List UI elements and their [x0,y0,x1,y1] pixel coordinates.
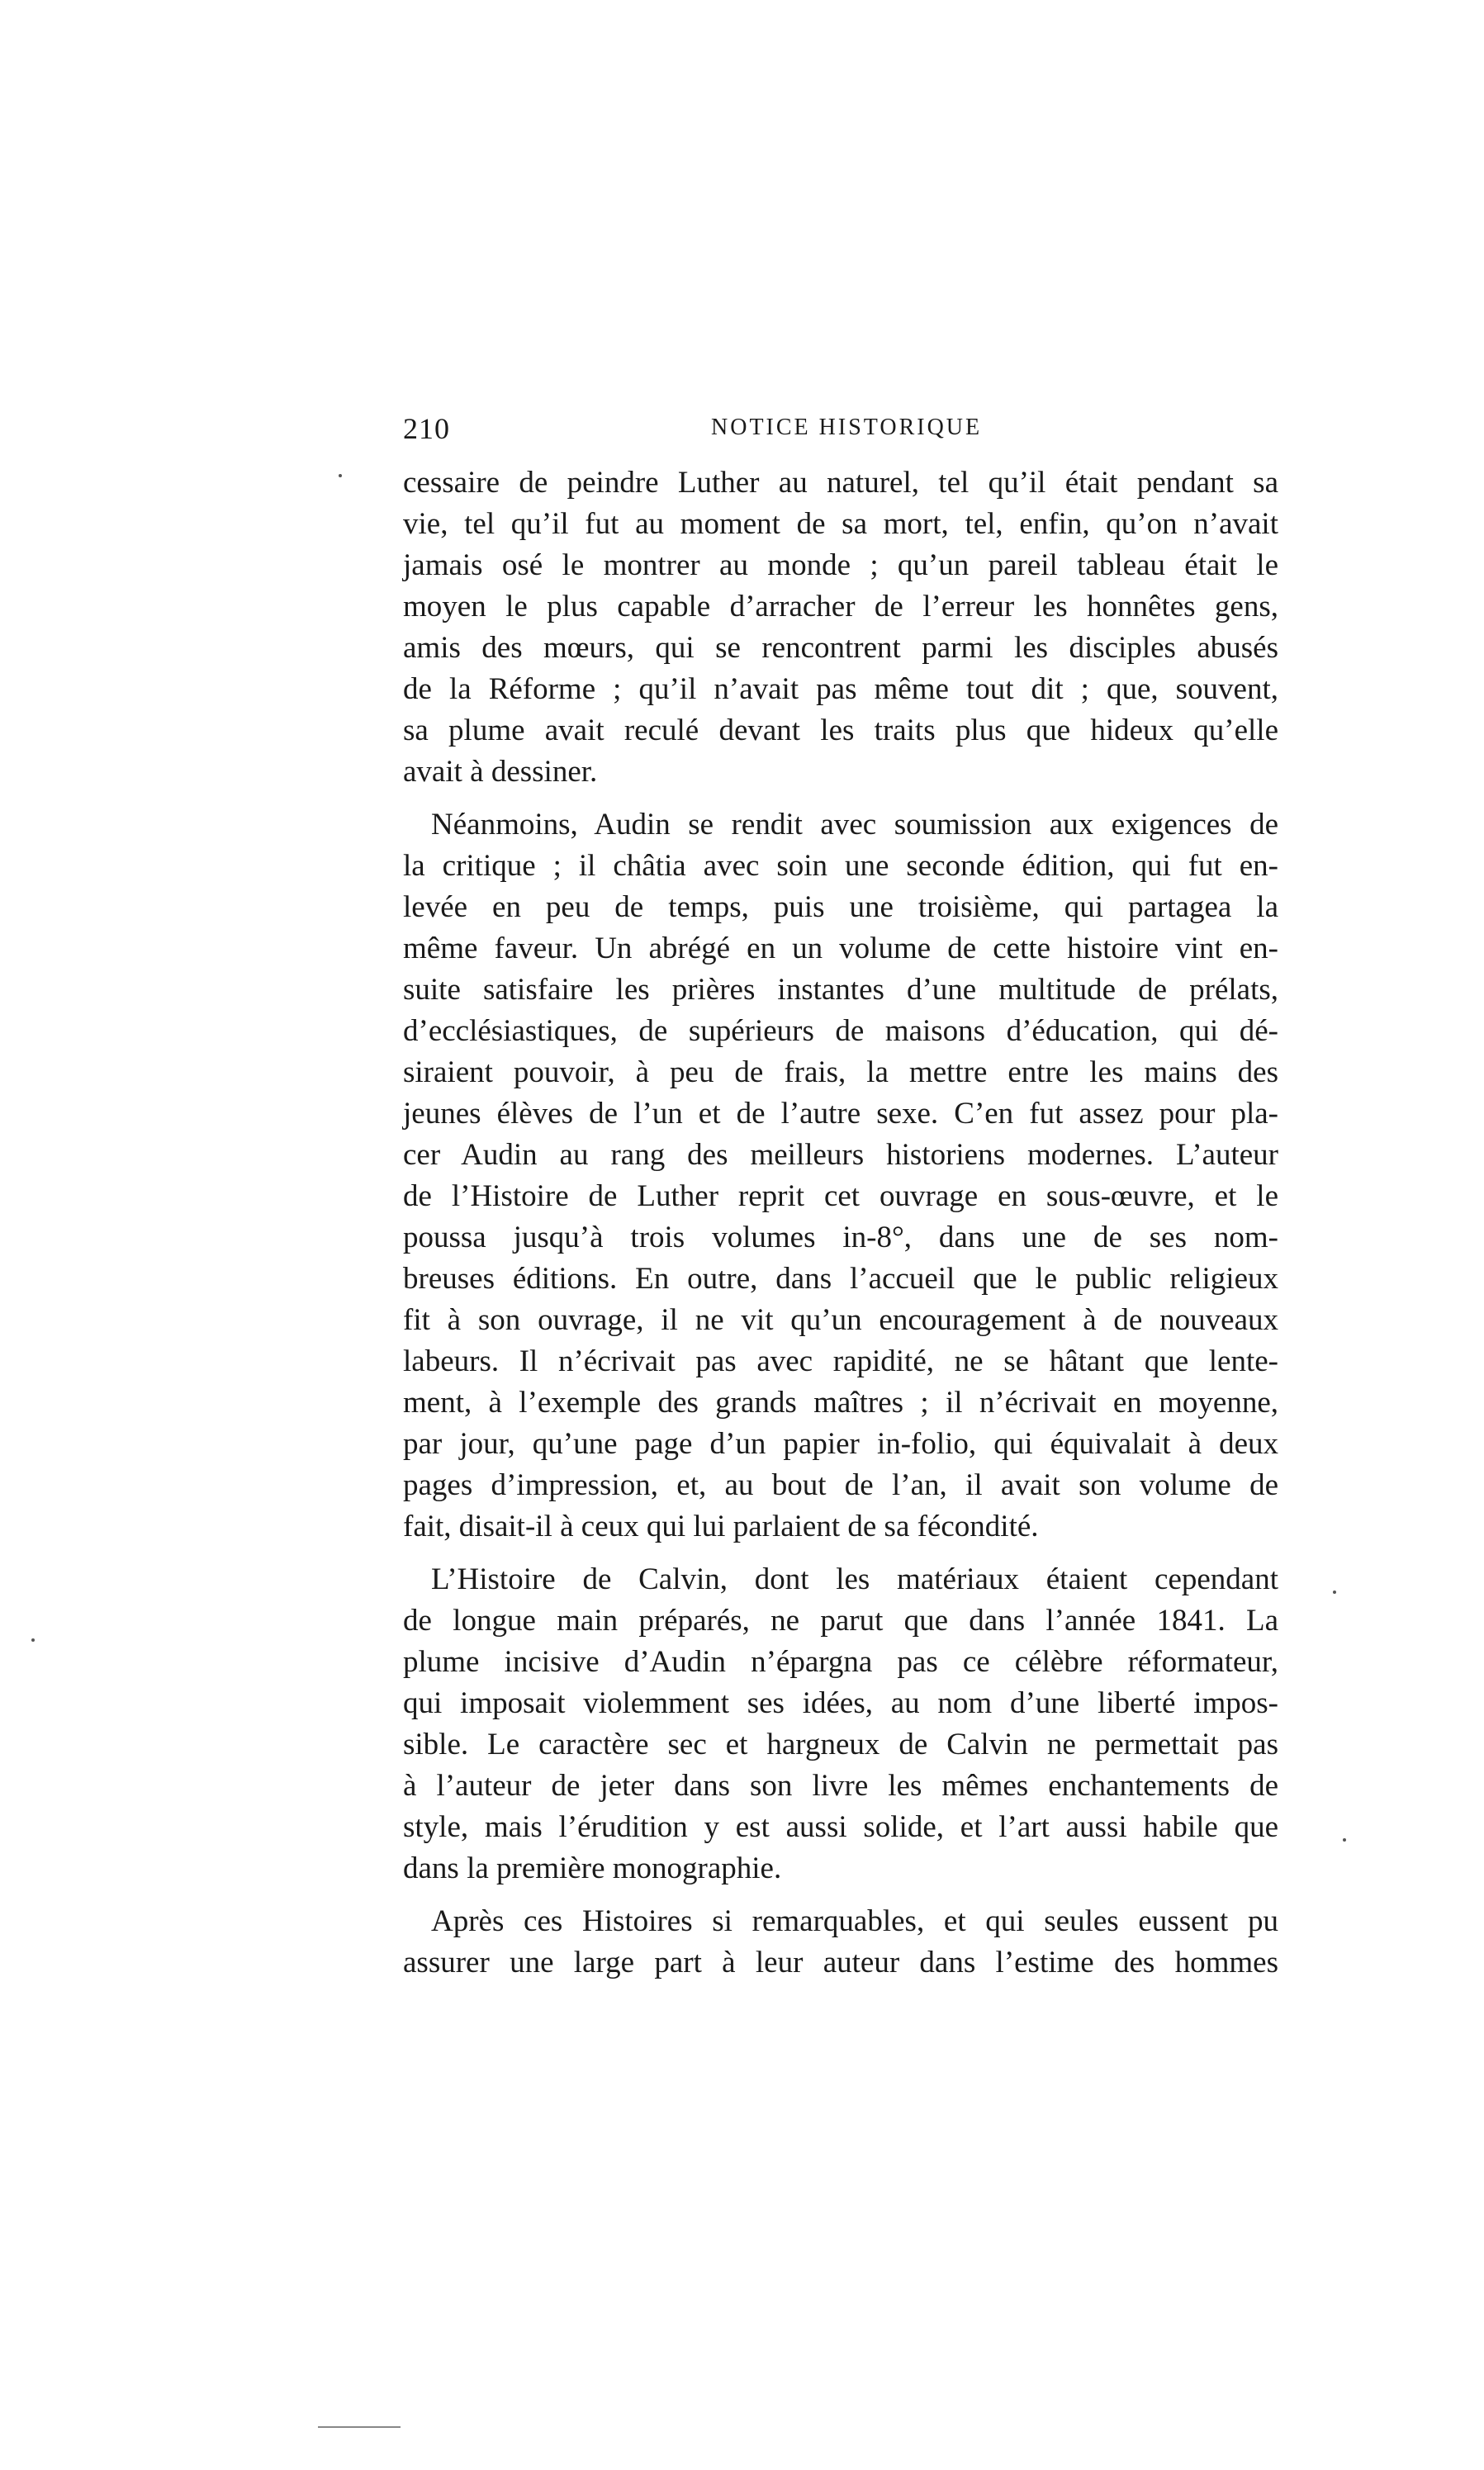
text-line: la critique ; il châtia avec soin une seconde édition, qui fut en- [403,849,1278,883]
text-line: sa plume avait reculé devant les traits plus que hideux qu’elle [403,714,1278,747]
text-line [403,804,1278,846]
text-line: sible. Le caractère sec et hargneux de Calvin ne permettait pas [403,1728,1278,1761]
text-line: fait, disait-il à ceux qui lui parlaient de sa fécondité. [403,1510,1039,1543]
text-line: fit à son ouvrage, il ne vit qu’un encouragement à de nouveaux [403,1303,1278,1337]
running-head [403,411,1278,453]
text-line: breuses éditions. En outre, dans l’accueil que le public religieux [403,1262,1278,1296]
text-line: jamais osé le montrer au monde ; qu’un pareil tableau était le [403,548,1278,582]
page-number: 210 [403,412,450,445]
text-line-content: Néanmoins, Audin se rendit avec soumission aux exigences de [431,808,1278,842]
text-line: pages d’impression, et, au bout de l’an, il avait son volume de [403,1468,1278,1502]
text-line: de la Réforme ; qu’il n’avait pas même tout dit ; que, souvent, [403,672,1278,706]
text-line: avait à dessiner. [403,755,598,789]
text-line: qui imposait violemment ses idées, au nom d’une liberté impos- [403,1686,1278,1720]
text-line: cer Audin au rang des meilleurs historiens modernes. L’auteur [403,1138,1278,1172]
paragraph [403,804,1278,1548]
text-line: siraient pouvoir, à peu de frais, la mettre entre les mains des [403,1055,1278,1089]
text-line: même faveur. Un abrégé en un volume de cette histoire vint en- [403,932,1278,965]
text-line: levée en peu de temps, puis une troisième, qui partagea la [403,890,1278,924]
speck-mark [1343,1838,1346,1842]
text-line: moyen le plus capable d’arracher de l’erreur les honnêtes gens, [403,590,1278,623]
body-text [403,462,1278,1984]
paragraph [403,1901,1278,1984]
text-line: de longue main préparés, ne parut que dans l’année 1841. La [403,1604,1278,1638]
running-title: NOTICE HISTORIQUE [711,415,983,440]
text-line: jeunes élèves de l’un et de l’autre sexe. C’en fut assez pour pla- [403,1097,1278,1131]
speck-mark [1333,1591,1336,1594]
text-line: cessaire de peindre Luther au naturel, tel qu’il était pendant sa [403,466,1278,500]
speck-mark [339,474,342,477]
text-line: assurer une large part à leur auteur dans l’estime des hommes [403,1946,1278,1979]
text-line: à l’auteur de jeter dans son livre les mêmes enchantements de [403,1769,1278,1803]
text-line: par jour, qu’une page d’un papier in-folio, qui équivalait à deux [403,1427,1278,1461]
text-line: amis des mœurs, qui se rencontrent parmi les disciples abusés [403,631,1278,665]
paragraph [403,1559,1278,1889]
text-line: suite satisfaire les prières instantes d’une multitude de prélats, [403,973,1278,1007]
text-line: labeurs. Il n’écrivait pas avec rapidité, ne se hâtant que lente- [403,1344,1278,1378]
text-line: vie, tel qu’il fut au moment de sa mort, tel, enfin, qu’on n’avait [403,507,1278,541]
text-line: plume incisive d’Audin n’épargna pas ce célèbre réformateur, [403,1645,1278,1679]
text-line: ment, à l’exemple des grands maîtres ; il n’écrivait en moyenne, [403,1386,1278,1420]
text-line: poussa jusqu’à trois volumes in-8°, dans une de ses nom- [403,1221,1278,1254]
text-line [403,1559,1278,1600]
speck-mark [31,1638,35,1642]
paragraph [403,462,1278,793]
text-line: d’ecclésiastiques, de supérieurs de maisons d’éducation, qui dé- [403,1014,1278,1048]
text-line-content: Après ces Histoires si remarquables, et qui seules eussent pu [431,1904,1278,1938]
footer-rule [318,2426,401,2428]
text-line: style, mais l’érudition y est aussi solide, et l’art aussi habile que [403,1810,1278,1844]
text-line: dans la première monographie. [403,1851,782,1885]
text-line: de l’Histoire de Luther reprit cet ouvrage en sous-œuvre, et le [403,1179,1278,1213]
text-line [403,1901,1278,1942]
text-line-content: L’Histoire de Calvin, dont les matériaux étaient cependant [431,1562,1278,1596]
